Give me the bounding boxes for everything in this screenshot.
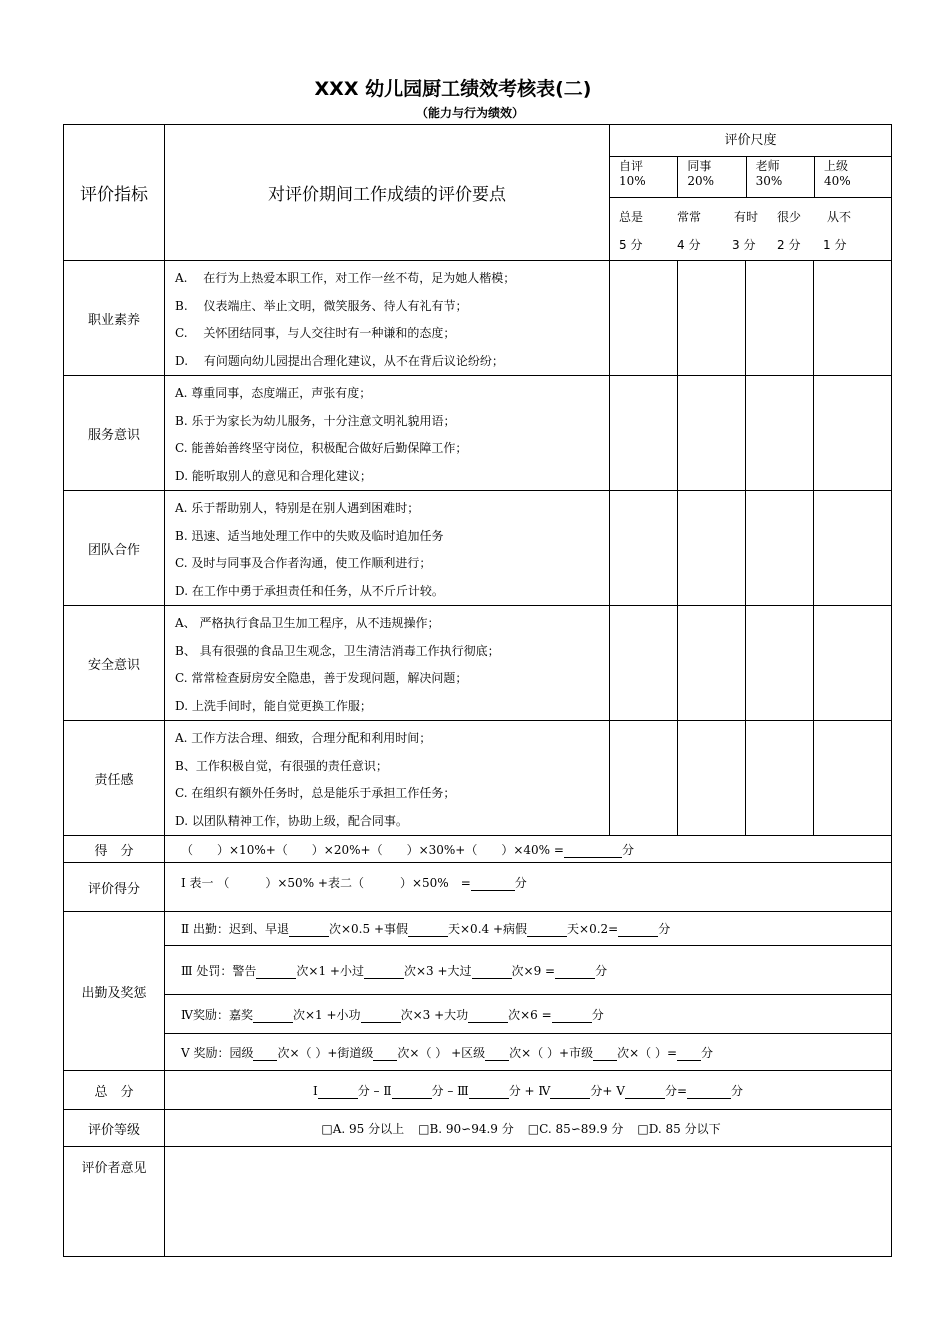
criterion-item: C. 在组织有额外任务时，总是能乐于承担工作任务； [175,786,456,800]
page-subtitle: （能力与行为绩效） [415,106,524,120]
opinion-field[interactable] [165,1147,892,1257]
criterion-item: A. 尊重同事，态度端正，声张有度； [175,386,372,400]
rating-cell-teacher[interactable] [746,721,814,836]
attendance-formula[interactable]: Ⅴ 奖励：园级 次×（ ）+街道级 次×（ ） +区级 次×（ ）+市级 次×（ ）= 分 [165,1034,892,1071]
attendance-formula[interactable]: Ⅳ奖励：嘉奖 次×1 +小功 次×3 +大功 次×6 = 分 [165,995,892,1034]
grade-options [165,1110,892,1147]
criteria-list [165,376,610,491]
section-row [64,606,892,721]
criteria-list [165,491,610,606]
criterion-item: D. 有问题向幼儿园提出合理化建议，从不在背后议论纷纷； [175,353,504,368]
header-row [64,125,892,261]
points-header: 对评价期间工作成绩的评价要点 [165,125,610,261]
criteria-list [165,721,610,836]
criterion-item: B、 具有很强的食品卫生观念，卫生清洁消毒工作执行彻底； [175,643,500,658]
scale-title: 评价尺度 [610,125,891,157]
rating-cell-superior[interactable] [814,491,892,606]
indicator-name: 责任感 [64,721,165,836]
rater-superior: 上级 40% [823,159,851,188]
section-row [64,491,892,606]
rating-cell-superior[interactable] [814,606,892,721]
grade-option[interactable]: □D. 85 分以下 [637,1121,721,1136]
criterion-item: C. 及时与同事及合作者沟通，使工作顺利进行； [175,556,432,570]
criterion-item: D. 上洗手间时，能自觉更换工作服； [175,698,372,713]
indicator-header: 评价指标 [64,125,165,261]
attendance-label: 出勤及奖惩 [64,912,165,1071]
criterion-item: B. 乐于为家长为幼儿服务，十分注意文明礼貌用语； [175,413,456,428]
rating-cell-colleague[interactable] [678,721,746,836]
indicator-name: 职业素养 [64,261,165,376]
criterion-item: C. 关怀团结同事，与人交往时有一种谦和的态度； [175,326,456,340]
page-title: XXX 幼儿园厨工绩效考核表(二) [314,78,592,100]
criterion-item: A. 工作方法合理、细致，合理分配和利用时间； [175,731,432,745]
rater-teacher: 老师 30% [747,157,815,197]
criterion-item: D. 在工作中勇于承担责任和任务，从不斤斤计较。 [175,583,444,598]
rating-cell-teacher[interactable] [746,491,814,606]
criterion-item: D. 以团队精神工作，协助上级，配合同事。 [175,813,408,828]
criterion-item: A. 乐于帮助别人，特别是在别人遇到困难时； [175,501,420,515]
total-formula[interactable]: Ⅰ 分 – Ⅱ 分 – Ⅲ 分 + Ⅳ 分+ Ⅴ 分= 分 [165,1071,892,1110]
grade-label: 评价等级 [64,1110,165,1147]
indicator-name: 服务意识 [64,376,165,491]
grade-option[interactable]: □A. 95 分以上 [321,1121,405,1136]
score-2: 2 分 [777,238,801,252]
criterion-item: B. 迅速、适当地处理工作中的失败及临时追加任务 [175,528,444,543]
rating-cell-teacher[interactable] [746,376,814,491]
rating-cell-superior[interactable] [814,376,892,491]
rater-colleague: 同事 20% [678,157,746,197]
rating-cell-colleague[interactable] [678,376,746,491]
eval-score-label: 评价得分 [64,863,165,912]
assessment-table [63,124,892,1257]
grade-option[interactable]: □C. 85∽89.9 分 [527,1121,624,1136]
grade-row [64,1110,892,1147]
criterion-item: D. 能听取别人的意见和合理化建议； [175,468,372,483]
section-row [64,261,892,376]
score-levels [610,198,891,260]
total-row [64,1071,892,1110]
indicator-name: 安全意识 [64,606,165,721]
eval-score-formula[interactable]: Ⅰ 表一 （ ）×50% +表二（ ）×50% = 分 [165,863,892,912]
level-often: 常常 [677,210,702,224]
score-label: 得 分 [64,836,165,863]
attendance-row [64,995,892,1034]
attendance-formula[interactable]: Ⅱ 出勤：迟到、早退 次×0.5 +事假 天×0.4 +病假 天×0.2= 分 [165,912,892,946]
opinion-row [64,1147,892,1257]
rating-cell-superior[interactable] [814,721,892,836]
criterion-item: B、工作积极自觉，有很强的责任意识； [175,758,388,773]
rating-cell-self[interactable] [610,606,678,721]
rating-cell-self[interactable] [610,376,678,491]
rating-cell-teacher[interactable] [746,261,814,376]
criterion-item: B. 仪表端庄、举止文明，微笑服务、待人有礼有节； [175,298,468,313]
score-formula[interactable]: （ ）×10%+（ ）×20%+（ ）×30%+（ ）×40% = 分 [165,836,892,863]
score-row [64,836,892,863]
score-4: 4 分 [677,238,701,252]
criteria-list [165,606,610,721]
level-never: 从不 [827,210,852,224]
rater-self: 自评 10% [610,157,678,197]
section-row [64,721,892,836]
eval-score-row [64,863,892,912]
attendance-row [64,1034,892,1071]
criterion-item: C. 常常检查厨房安全隐患，善于发现问题，解决问题； [175,671,468,685]
indicator-name: 团队合作 [64,491,165,606]
level-sometimes: 有时 [734,210,759,224]
attendance-row [64,912,892,946]
scale-header [610,125,892,261]
rating-cell-self[interactable] [610,491,678,606]
opinion-label: 评价者意见 [64,1147,165,1257]
raters-row [610,157,891,198]
rating-cell-teacher[interactable] [746,606,814,721]
criterion-item: A、 严格执行食品卫生加工程序，从不违规操作； [175,616,440,630]
grade-option[interactable]: □B. 90∽94.9 分 [418,1121,514,1136]
level-rarely: 很少 [777,210,802,224]
criterion-item: C. 能善始善终坚守岗位，积极配合做好后勤保障工作； [175,441,468,455]
rating-cell-self[interactable] [610,721,678,836]
attendance-formula[interactable]: Ⅲ 处罚：警告 次×1 +小过 次×3 +大过 次×9 = 分 [165,946,892,995]
level-always: 总是 [619,210,644,224]
rating-cell-self[interactable] [610,261,678,376]
total-label: 总 分 [64,1071,165,1110]
criterion-item: A. 在行为上热爱本职工作，对工作一丝不苟，足为她人楷模； [175,271,516,285]
rating-cell-colleague[interactable] [678,491,746,606]
criteria-list [165,261,610,376]
attendance-row [64,946,892,995]
score-3: 3 分 [732,238,756,252]
score-5: 5 分 [619,238,643,252]
rating-cell-superior[interactable] [814,261,892,376]
section-row [64,376,892,491]
rating-cell-colleague[interactable] [678,261,746,376]
score-1: 1 分 [823,238,847,252]
rating-cell-colleague[interactable] [678,606,746,721]
